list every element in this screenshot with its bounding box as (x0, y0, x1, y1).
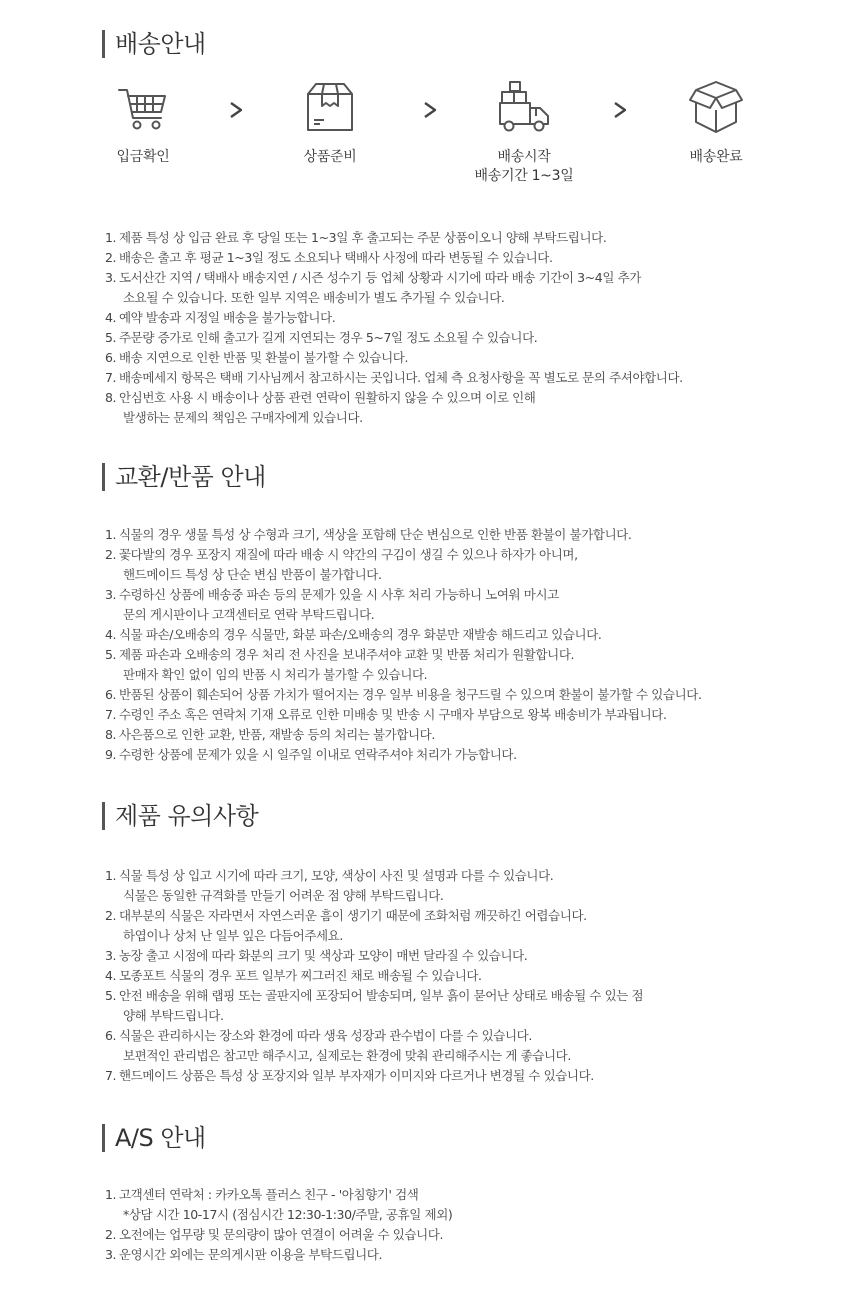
open-box-icon (688, 80, 744, 136)
item-number: 2. (105, 250, 117, 265)
list-item (105, 625, 702, 645)
item-text: 대부분의 식물은 자라면서 자연스러운 흠이 생기기 때문에 조화처럼 깨끗하긴 어렵습니다. (119, 908, 587, 923)
step-sublabel: 배송기간 1~3일 (474, 168, 574, 184)
item-text: 수령하신 상품에 배송중 파손 등의 문제가 있을 시 사후 처리 가능하니 노여워 마시고 (119, 587, 559, 602)
item-text: 꽃다발의 경우 포장지 재질에 따라 배송 시 약간의 구김이 생길 수 있으나 하자가 아니며, (119, 547, 578, 562)
item-number: 2. (105, 1227, 117, 1242)
as-notes (105, 1185, 452, 1265)
step-label: 배송시작 (497, 149, 551, 165)
item-number: 4. (105, 968, 117, 983)
item-number: 7. (105, 1068, 117, 1083)
item-number: 4. (105, 310, 117, 325)
item-text: 배송은 출고 후 평균 1~3일 정도 소요되나 택배사 사정에 따라 변동될 수 있습니다. (119, 250, 553, 265)
step-label: 배송완료 (689, 149, 743, 165)
delivery-truck-icon (496, 80, 552, 136)
item-text: 핸드메이드 상품은 특성 상 포장지와 일부 부자재가 이미지와 다르거나 변경될 수 있습니다. (119, 1068, 594, 1083)
item-text: 제품 특성 상 입금 완료 후 당일 또는 1~3일 후 출고되는 주문 상품이오니 양해 부탁드립니다. (119, 230, 607, 245)
item-text: 고객센터 연락처 : 카카오톡 플러스 친구 - '아침향기' 검색 (119, 1187, 419, 1202)
item-number: 5. (105, 988, 117, 1003)
list-item (105, 1066, 643, 1086)
step-label: 상품준비 (303, 149, 357, 165)
item-text: 운영시간 외에는 문의게시판 이용을 부탁드립니다. (119, 1247, 383, 1262)
list-item (105, 986, 643, 1026)
item-text: 오전에는 업무량 및 문의량이 많아 연결이 어려울 수 있습니다. (119, 1227, 444, 1242)
item-continuation: 양해 부탁드립니다. (123, 1008, 224, 1023)
shipping-section-title: 배송안내 (102, 30, 206, 58)
exchange-section-title: 교환/반품 안내 (102, 463, 266, 491)
item-continuation: 보편적인 관리법은 참고만 해주시고, 실제로는 환경에 맞춰 관리해주시는 게 좋습니다. (123, 1048, 571, 1063)
list-item (105, 685, 702, 705)
chevron-right-icon (418, 98, 442, 122)
shipping-steps (0, 80, 860, 190)
item-text: 식물 특성 상 입고 시기에 따라 크기, 모양, 색상이 사진 및 설명과 다를 수 있습니다. (119, 868, 554, 883)
item-number: 2. (105, 547, 117, 562)
item-number: 6. (105, 687, 117, 702)
list-item (105, 725, 702, 745)
list-item (105, 248, 683, 268)
list-item (105, 645, 702, 685)
list-item (105, 228, 683, 248)
item-continuation: *상담 시간 10-17시 (점심시간 12:30-1:30/주말, 공휴일 제외) (123, 1207, 453, 1222)
item-number: 3. (105, 948, 117, 963)
item-text: 식물의 경우 생물 특성 상 수형과 크기, 색상을 포함해 단순 변심으로 인한 반품 환불이 불가합니다. (119, 527, 632, 542)
item-text: 수령인 주소 혹은 연락처 기재 오류로 인한 미배송 및 반송 시 구매자 부담으로 왕복 배송비가 부과됩니다. (119, 707, 667, 722)
item-number: 1. (105, 868, 117, 883)
item-number: 5. (105, 330, 117, 345)
item-number: 8. (105, 727, 117, 742)
list-item (105, 545, 702, 585)
item-number: 7. (105, 370, 117, 385)
as-section-title: A/S 안내 (102, 1124, 206, 1152)
item-text: 안심번호 사용 시 배송이나 상품 관련 연락이 원활하지 않을 수 있으며 이로 인해 (119, 390, 536, 405)
item-number: 4. (105, 627, 117, 642)
list-item (105, 705, 702, 725)
item-number: 6. (105, 1028, 117, 1043)
list-item (105, 745, 702, 765)
caution-section-title: 제품 유의사항 (102, 802, 258, 830)
step-preparing (250, 80, 410, 167)
list-item (105, 966, 643, 986)
item-number: 1. (105, 1187, 117, 1202)
item-number: 1. (105, 230, 117, 245)
list-item (105, 1185, 452, 1225)
caution-notes (105, 866, 643, 1086)
chevron-right-icon (224, 98, 248, 122)
item-continuation: 하엽이나 상처 난 일부 잎은 다듬어주세요. (123, 928, 343, 943)
list-item (105, 585, 702, 625)
item-text: 농장 출고 시점에 따라 화분의 크기 및 색상과 모양이 매번 달라질 수 있습니다. (119, 948, 528, 963)
box-icon (302, 80, 358, 136)
list-item (105, 866, 643, 906)
list-item (105, 308, 683, 328)
item-continuation: 소요될 수 있습니다. 또한 일부 지역은 배송비가 별도 추가될 수 있습니다. (123, 290, 505, 305)
list-item (105, 268, 683, 308)
item-number: 8. (105, 390, 117, 405)
shipping-notes (105, 228, 683, 428)
item-text: 수령한 상품에 문제가 있을 시 일주일 이내로 연락주셔야 처리가 가능합니다. (119, 747, 517, 762)
item-text: 제품 파손과 오배송의 경우 처리 전 사진을 보내주셔야 교환 및 반품 처리가 원활합니다. (119, 647, 575, 662)
item-continuation: 문의 게시판이나 고객센터로 연락 부탁드립니다. (123, 607, 375, 622)
item-number: 3. (105, 1247, 117, 1262)
step-payment-confirm (63, 80, 223, 167)
item-number: 3. (105, 587, 117, 602)
step-delivered (636, 80, 796, 167)
item-continuation: 판매자 확인 없이 임의 반품 시 처리가 불가할 수 있습니다. (123, 667, 428, 682)
item-number: 7. (105, 707, 117, 722)
exchange-notes (105, 525, 702, 765)
item-text: 배송메세지 항목은 택배 기사님께서 참고하시는 곳입니다. 업체 측 요청사항을 꼭 별도로 문의 주셔야합니다. (119, 370, 683, 385)
step-label: 입금확인 (116, 149, 170, 165)
list-item (105, 348, 683, 368)
item-number: 6. (105, 350, 117, 365)
item-number: 9. (105, 747, 117, 762)
item-text: 반품된 상품이 훼손되어 상품 가치가 떨어지는 경우 일부 비용을 청구드릴 수 있으며 환불이 불가할 수 있습니다. (119, 687, 702, 702)
item-continuation: 발생하는 문제의 책임은 구매자에게 있습니다. (123, 410, 363, 425)
item-number: 3. (105, 270, 117, 285)
list-item (105, 388, 683, 428)
item-number: 1. (105, 527, 117, 542)
item-text: 주문량 증가로 인해 출고가 길게 지연되는 경우 5~7일 정도 소요될 수 있습니다. (119, 330, 538, 345)
chevron-right-icon (608, 98, 632, 122)
item-text: 예약 발송과 지정일 배송을 불가능합니다. (119, 310, 336, 325)
item-text: 식물 파손/오배송의 경우 식물만, 화분 파손/오배송의 경우 화분만 재발송 해드리고 있습니다. (119, 627, 602, 642)
item-number: 2. (105, 908, 117, 923)
list-item (105, 906, 643, 946)
item-number: 5. (105, 647, 117, 662)
list-item (105, 1026, 643, 1066)
item-text: 식물은 관리하시는 장소와 환경에 따라 생육 성장과 관수법이 다를 수 있습니다. (119, 1028, 532, 1043)
item-text: 안전 배송을 위해 랩핑 또는 골판지에 포장되어 발송되며, 일부 흙이 묻어난 상태로 배송될 수 있는 점 (119, 988, 644, 1003)
item-continuation: 핸드메이드 특성 상 단순 변심 반품이 불가합니다. (123, 567, 382, 582)
list-item (105, 1225, 452, 1245)
item-text: 도서산간 지역 / 택배사 배송지연 / 시즌 성수기 등 업체 상황과 시기에 따라 배송 기간이 3~4일 추가 (119, 270, 641, 285)
shopping-cart-icon (115, 80, 171, 136)
list-item (105, 368, 683, 388)
list-item (105, 525, 702, 545)
item-continuation: 식물은 동일한 규격화를 만들기 어려운 점 양해 부탁드립니다. (123, 888, 444, 903)
list-item (105, 946, 643, 966)
list-item (105, 1245, 452, 1265)
item-text: 사은품으로 인한 교환, 반품, 재발송 등의 처리는 불가합니다. (119, 727, 435, 742)
list-item (105, 328, 683, 348)
item-text: 모종포트 식물의 경우 포트 일부가 찌그러진 채로 배송될 수 있습니다. (119, 968, 482, 983)
step-shipping-start (444, 80, 604, 186)
item-text: 배송 지연으로 인한 반품 및 환불이 불가할 수 있습니다. (119, 350, 409, 365)
